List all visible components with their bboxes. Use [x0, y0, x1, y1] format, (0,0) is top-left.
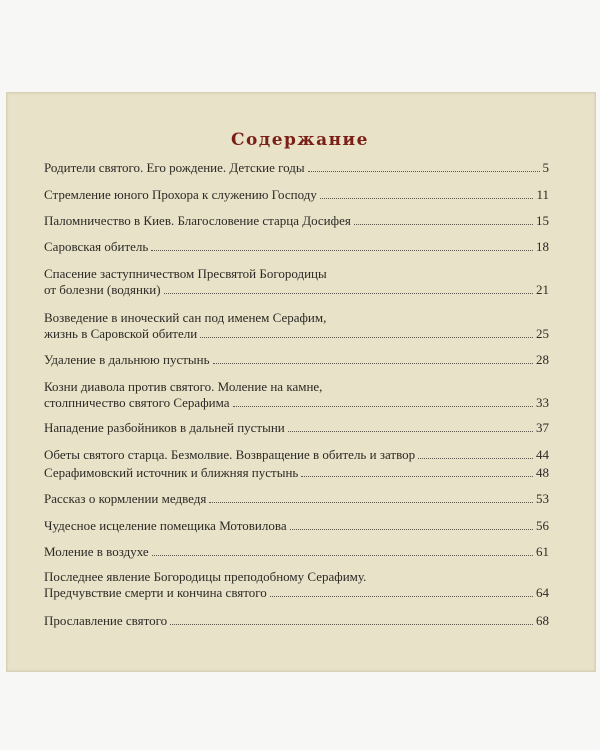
toc-row	[44, 352, 549, 368]
toc-entry	[44, 352, 549, 368]
toc-entry	[44, 569, 549, 601]
toc-row	[44, 613, 549, 629]
toc-row	[44, 465, 549, 481]
dot-leader	[170, 624, 533, 625]
toc-entry-page: 25	[536, 326, 549, 341]
toc-row	[44, 420, 549, 436]
toc-entry-title: Прославление святого	[44, 613, 168, 628]
toc-entry-page: 44	[536, 447, 549, 462]
toc-entry-title: Удаление в дальнюю пустынь	[44, 352, 210, 367]
toc-entry	[44, 187, 549, 203]
toc-entry-title: Стремление юного Прохора к служению Господу	[44, 187, 317, 202]
toc-entry	[44, 213, 549, 229]
toc-entry-page: 64	[536, 585, 549, 600]
dot-leader	[213, 363, 533, 364]
dot-leader	[200, 337, 533, 338]
toc-entry-title: от болезни (водянки)	[44, 282, 161, 297]
toc-row	[44, 160, 549, 176]
dot-leader	[290, 529, 533, 530]
toc-entry-page: 53	[536, 491, 549, 506]
toc-entry	[44, 518, 549, 534]
toc-entry	[44, 491, 549, 507]
toc-entry-title: Нападение разбойников в дальней пустыни	[44, 420, 285, 435]
dot-leader	[270, 596, 533, 597]
toc-entry	[44, 447, 549, 463]
table-of-contents	[44, 0, 549, 750]
toc-entry	[44, 239, 549, 255]
toc-row	[44, 282, 549, 298]
page-title: Содержание	[231, 130, 369, 150]
dot-leader	[209, 502, 533, 503]
toc-entry-title: Предчувствие смерти и кончина святого	[44, 585, 267, 600]
toc-entry	[44, 160, 549, 176]
toc-entry-page: 61	[536, 544, 549, 559]
toc-row	[44, 585, 549, 601]
toc-entry	[44, 465, 549, 481]
toc-entry-page: 68	[536, 613, 549, 628]
dot-leader	[320, 198, 534, 199]
toc-row	[44, 518, 549, 534]
dot-leader	[354, 224, 533, 225]
toc-entry-page: 28	[536, 352, 549, 367]
dot-leader	[233, 406, 534, 407]
toc-row	[44, 187, 549, 203]
toc-entry	[44, 613, 549, 629]
dot-leader	[308, 171, 540, 172]
toc-entry-title-line: Возведение в иноческий сан под именем Серафим,	[44, 310, 327, 325]
toc-row	[44, 395, 549, 411]
toc-entry-title: жизнь в Саровской обители	[44, 326, 198, 341]
toc-entry-page: 18	[536, 239, 549, 254]
dot-leader	[151, 250, 533, 251]
toc-entry	[44, 266, 549, 298]
toc-entry-title: Саровская обитель	[44, 239, 149, 254]
toc-entry-title: Рассказ о кормлении медведя	[44, 491, 207, 506]
toc-entry-page: 5	[542, 160, 549, 175]
toc-entry-title: Родители святого. Его рождение. Детские годы	[44, 160, 305, 175]
toc-entry-title: Паломничество в Киев. Благословение старца Досифея	[44, 213, 351, 228]
toc-entry-title-line: Последнее явление Богородицы преподобному Серафиму.	[44, 569, 367, 584]
toc-entry-page: 48	[536, 465, 549, 480]
toc-entry-title: Серафимовский источник и ближняя пустынь	[44, 465, 299, 480]
toc-row	[44, 491, 549, 507]
toc-entry-page: 21	[536, 282, 549, 297]
toc-entry	[44, 544, 549, 560]
toc-row	[44, 213, 549, 229]
toc-entry-title: Обеты святого старца. Безмолвие. Возвращение в обитель и затвор	[44, 447, 416, 462]
toc-entry	[44, 379, 549, 411]
toc-row	[44, 239, 549, 255]
toc-entry-page: 37	[536, 420, 549, 435]
toc-entry-page: 56	[536, 518, 549, 533]
toc-entry	[44, 420, 549, 436]
toc-entry-title: столпничество святого Серафима	[44, 395, 230, 410]
toc-entry-page: 15	[536, 213, 549, 228]
dot-leader	[152, 555, 533, 556]
toc-entry-page: 11	[536, 187, 549, 202]
toc-entry	[44, 310, 549, 342]
toc-entry-title: Моление в воздухе	[44, 544, 149, 559]
toc-row	[44, 544, 549, 560]
toc-row	[44, 326, 549, 342]
dot-leader	[418, 458, 533, 459]
dot-leader	[288, 431, 533, 432]
toc-entry-title-line: Спасение заступничеством Пресвятой Богородицы	[44, 266, 327, 281]
toc-row	[44, 447, 549, 463]
toc-entry-page: 33	[536, 395, 549, 410]
dot-leader	[301, 476, 533, 477]
dot-leader	[164, 293, 533, 294]
toc-entry-title: Чудесное исцеление помещика Мотовилова	[44, 518, 287, 533]
toc-entry-title-line: Козни диавола против святого. Моление на камне,	[44, 379, 323, 394]
